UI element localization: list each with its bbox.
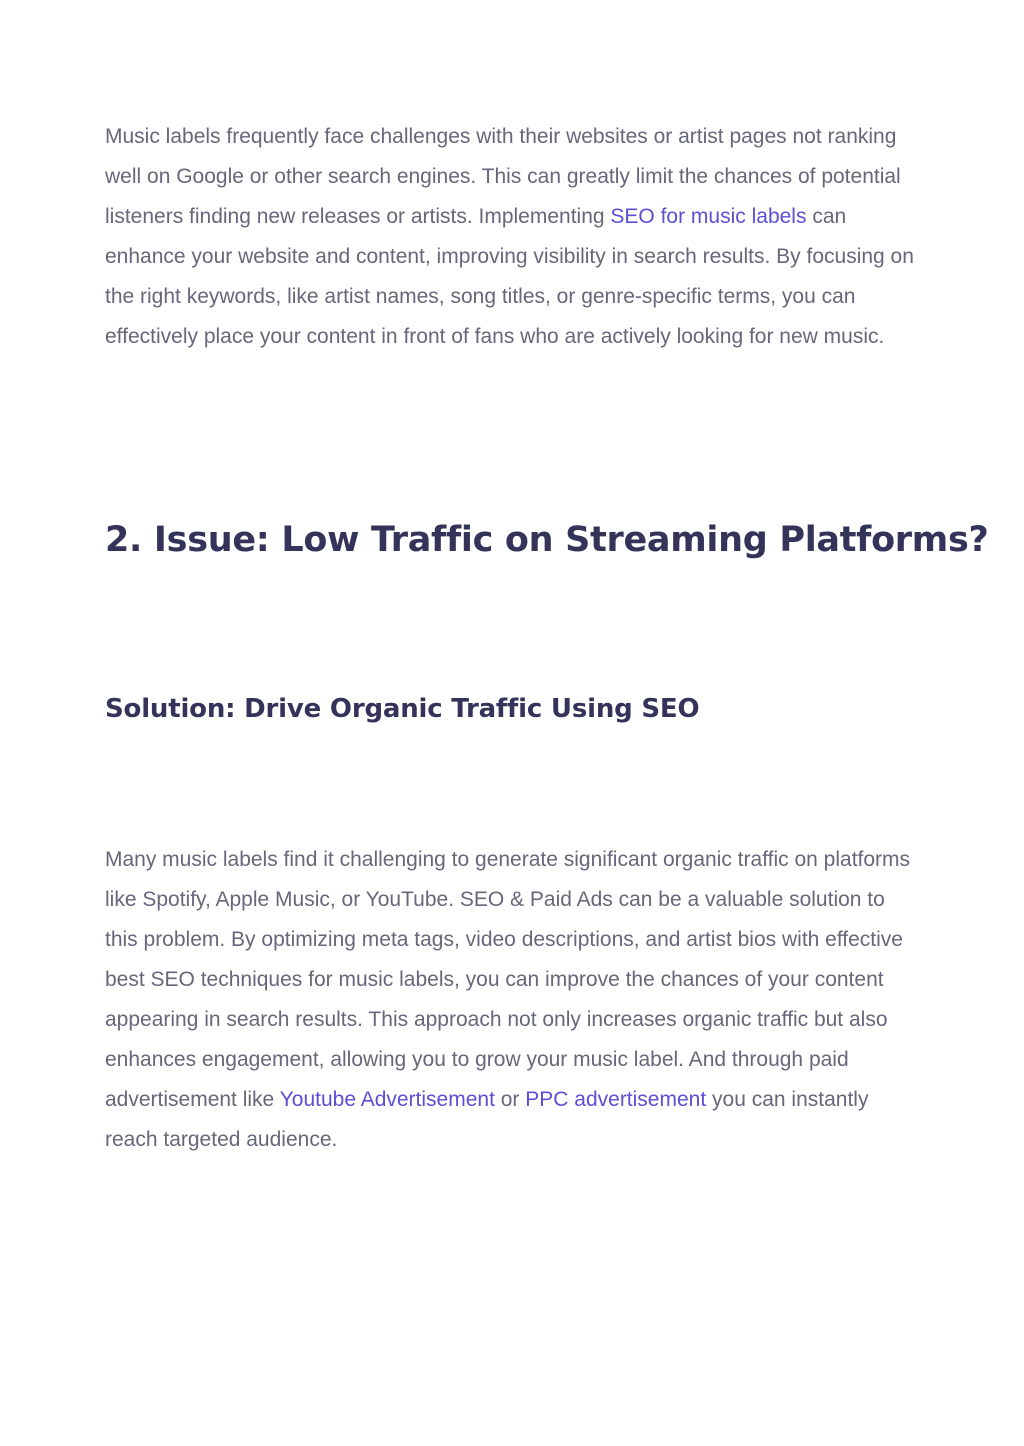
solution-paragraph [105,840,920,1160]
solution-text-1: Many music labels find it challenging to generate significant organic traffic on platforms like Spotify, Apple Music, or YouTube. SEO & Paid Ads can be a valuable solution to this problem. By optimizing meta tags, video descriptions, and artist bios with effective best SEO techniques for music labels, you can improve the chances of your content appearing in search results. This approach not only increases organic traffic but also enhances engagement, allowing you to grow your music label. And through paid advertisement like [105,848,911,1111]
intro-paragraph [105,117,920,357]
intro-text-before-link: Music labels frequently face challenges with their websites or artist pages not ranking well on Google or other search engines. This can greatly limit the chances of potential listeners finding new releases or artists. Implementing [105,125,901,228]
youtube-advertisement-link[interactable]: Youtube Advertisement [279,1088,495,1111]
section-heading: 2. Issue: Low Traffic on Streaming Platforms? [105,520,989,560]
solution-text-2: or [494,1088,526,1111]
ppc-advertisement-link[interactable]: PPC advertisement [525,1088,707,1111]
intro-text-after-link: can enhance your website and content, improving visibility in search results. By focusing on the right keywords, like artist names, song titles, or genre-specific terms, you can effectively place your content in front of fans who are actively looking for new music. [105,205,914,348]
solution-subheading: Solution: Drive Organic Traffic Using SEO [105,694,700,724]
seo-for-music-labels-link[interactable]: SEO for music labels [610,205,807,228]
solution-text-3: you can instantly reach targeted audience. [105,1088,869,1151]
